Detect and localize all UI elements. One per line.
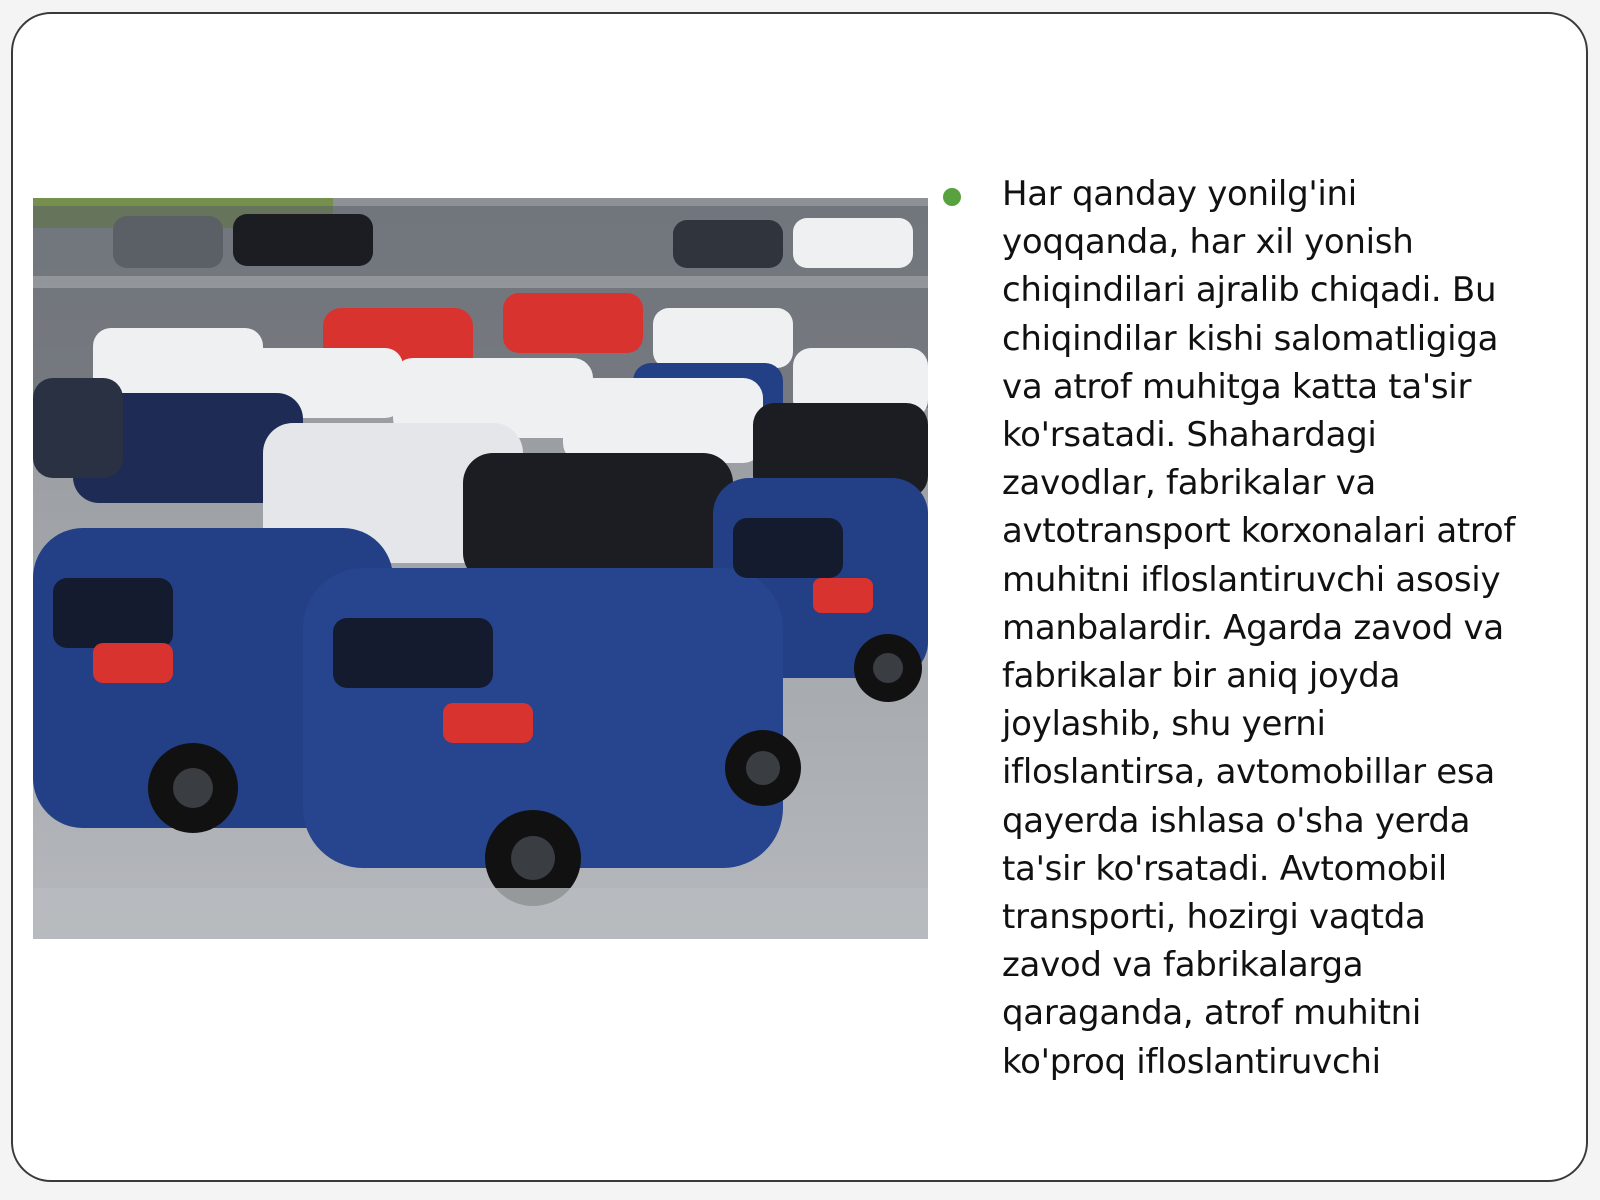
far-rows — [33, 206, 928, 276]
page-bottom-edge — [0, 1183, 1600, 1200]
bullet-point-icon — [943, 188, 961, 206]
slide-frame — [11, 12, 1588, 1182]
parking-lot-illustration — [33, 198, 928, 939]
bullet-text: Har qanday yonilg'ini yoqqanda, har xil yonish chiqindilari ajralib chiqadi. Bu chiqindilar kishi salomatligiga va atrof muhitga katta ta'sir ko'rsatadi. Shahardagi zavodlar, fabrikalar va avtotransport korxonalari atrof muhitni ifloslantiruvchi asosiy manbalardir. Agarda zavod va fabrikalar bir aniq joyda joylashib, shu yerni ifloslantirsa, avtomobillar esa qayerda ishlasa o'sha yerda ta'sir ko'rsatadi. Avtomobil transporti, hozirgi vaqtda zavod va fabrikalarga qaraganda, atrof muhitni ko'proq ifloslantiruvchi — [1002, 174, 1515, 1082]
parking-lot-photo — [33, 198, 928, 939]
